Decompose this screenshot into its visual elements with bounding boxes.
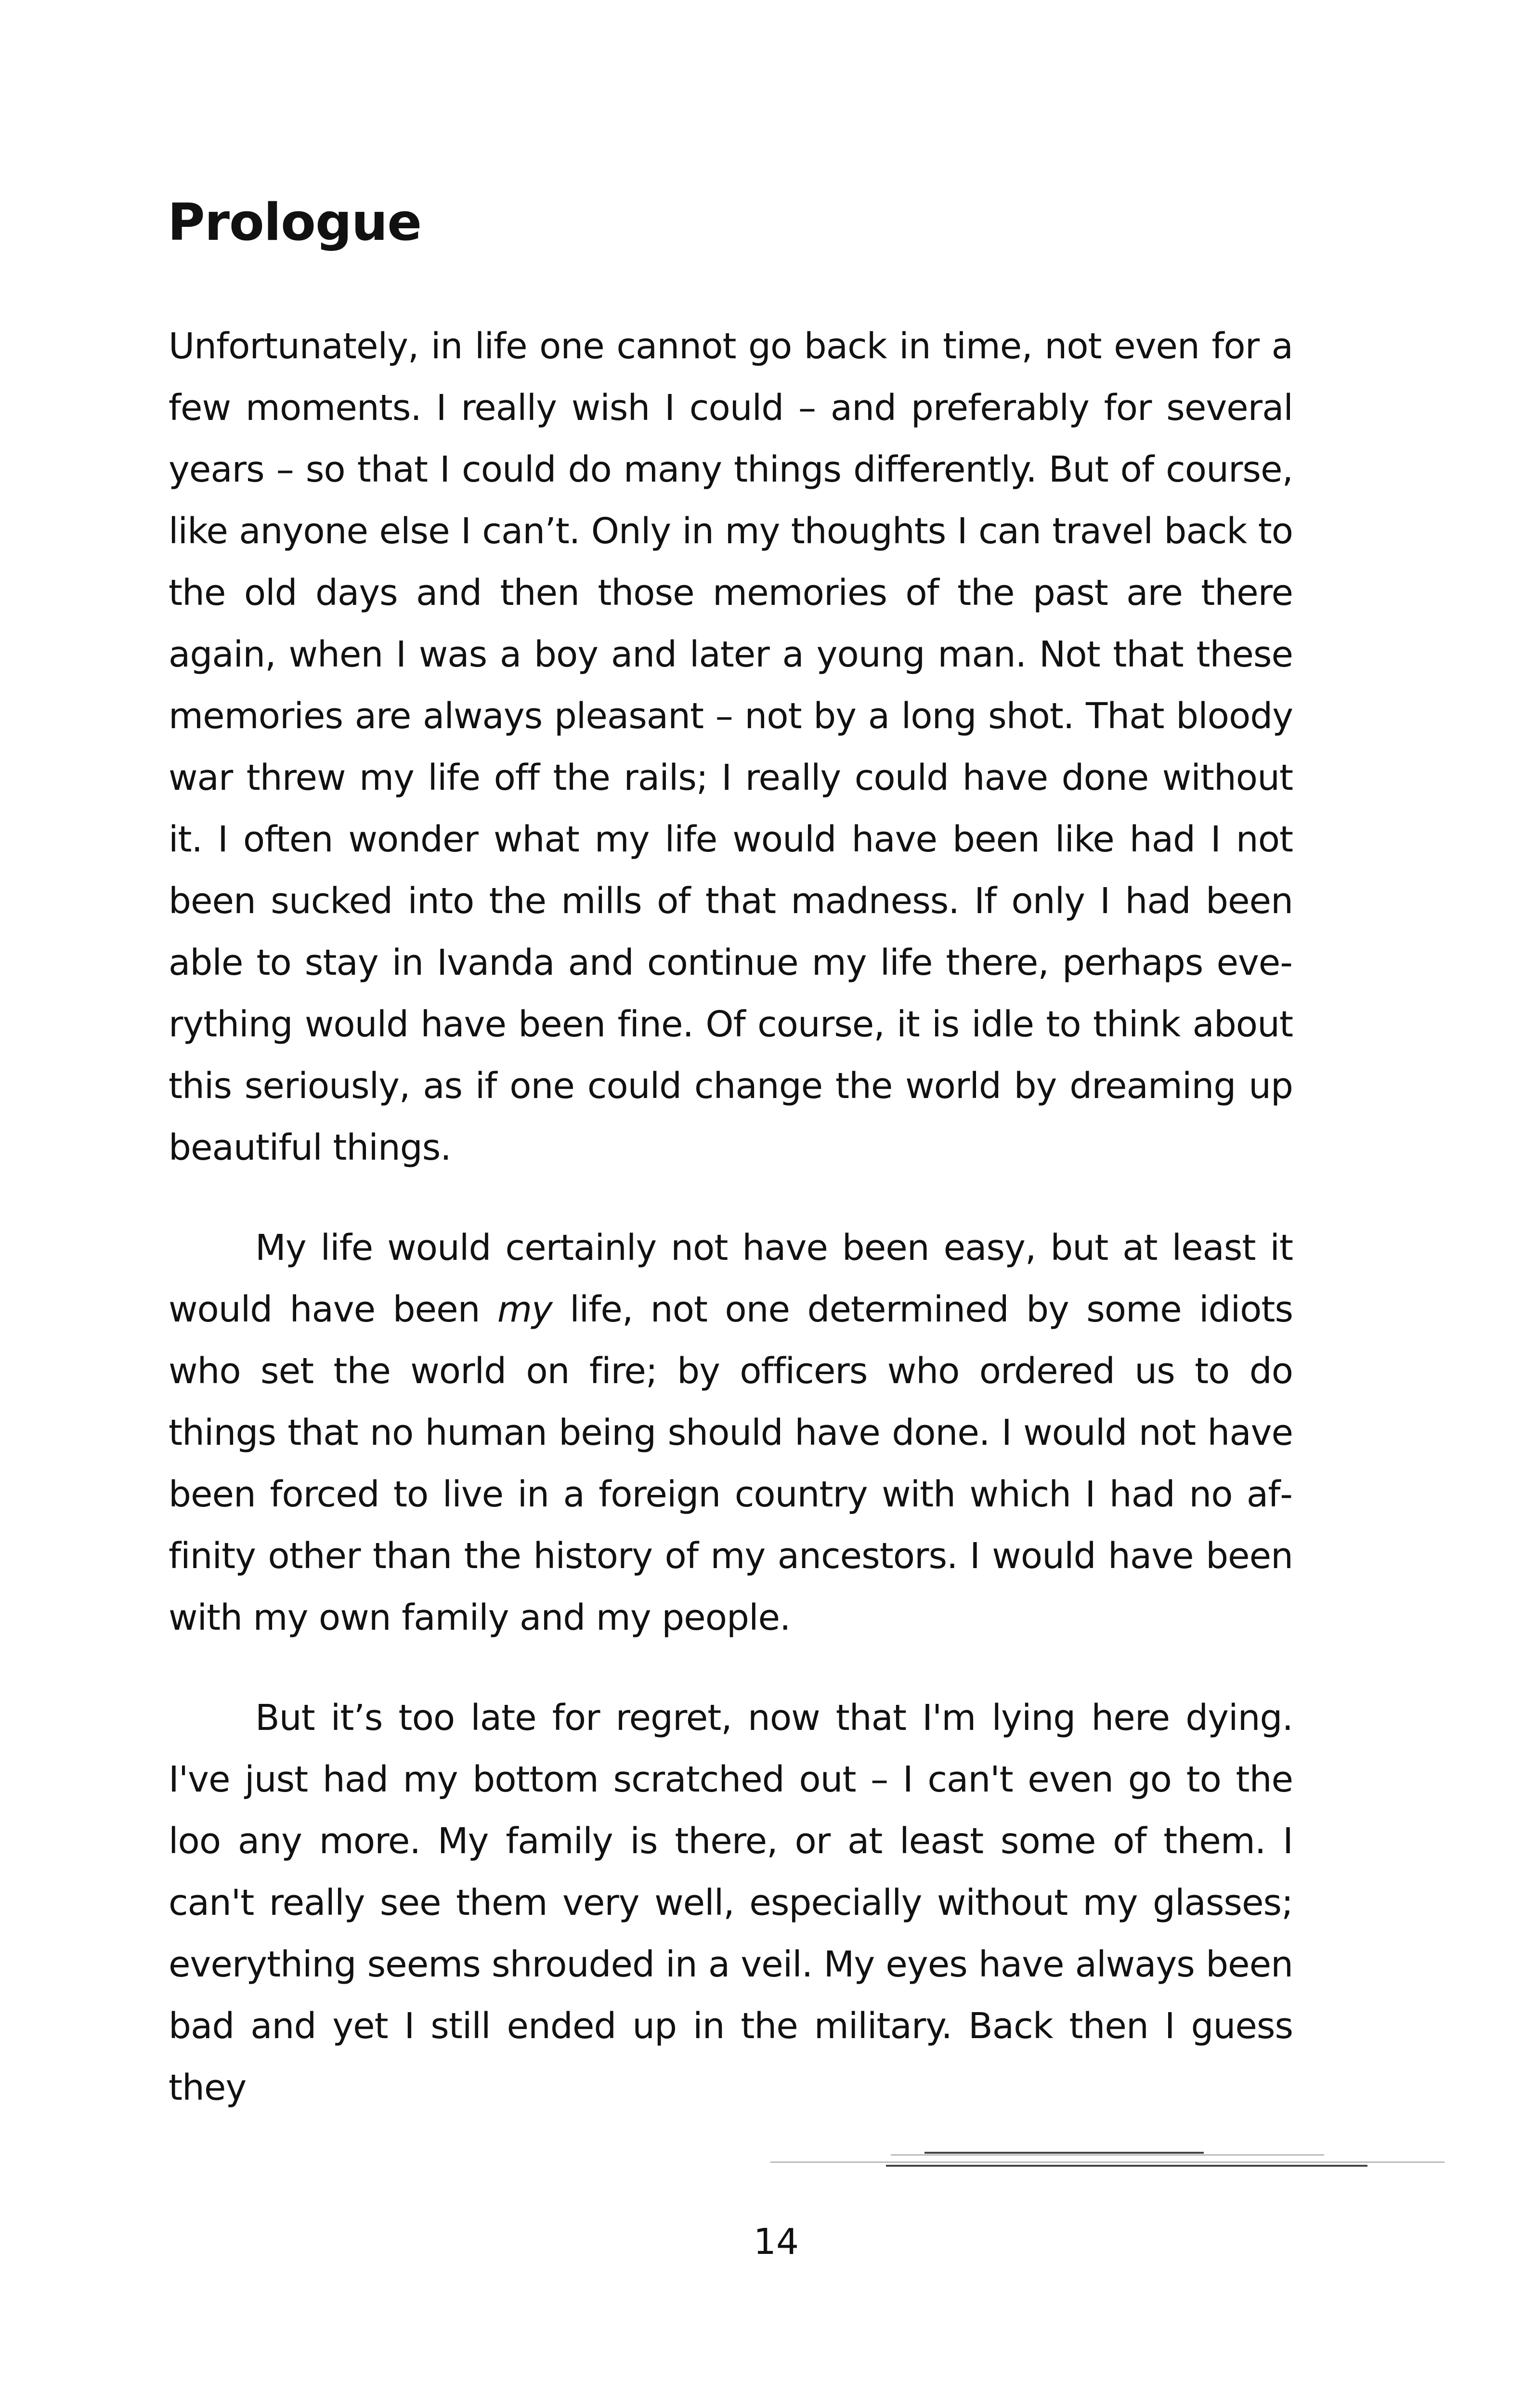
paragraph-3: But it’s too late for regret, now that I'm lying here dying. I've just had my bottom scratched out – I can't even go to the loo any more. My family is there, or at least some of them. I can't really see them very well, especially without my glasses; everything seems shrouded in a veil. My eyes have always been bad and yet I still ended up in the military. Back then I guess they [169,1697,1293,2108]
page-number: 14 [753,2221,799,2263]
paragraph-2 [169,1217,1293,1649]
footer-rule-middle [924,2152,1204,2154]
body-text [169,315,1293,2119]
footer-rule-top [891,2154,1324,2156]
paragraph-2-start: My life would certainly not have been easy, but at least it would have been [169,1227,1293,1330]
emphasized-word: my [497,1289,552,1330]
paragraph-1: Unfortunately, in life one cannot go back in time, not even for a few moments. I really wish I could – and preferably for several years – so that I could do many things differently. But of course, like anyone else I can’t. Only in my thoughts I can travel back to the old days and then those memories of the past are there again, when I was a boy and later a young man. Not that these memories are always pleasant – not by a long shot. That bloody war threw my life off the rails; I really could have done without it. I often wonder what my life would have been like had I not been sucked into the mills of that madness. If only I had been able to stay in Ivanda and continue my life there, perhaps everything would have been fine. Of course, it is idle to think about this seriously, as if one could change the world by dreaming up beautiful things. [169,326,1293,1168]
footer-rule-left [770,2161,1445,2163]
paragraph-2-end: life, not one determined by some idiots who set the world on fire; by officers who ordered us to do things that no human being should have done. I would not have been forced to live in a foreign country with which I had no affinity other than the history of my ancestors. I would have been with my own family and my people. [169,1289,1293,1638]
footer-rule-bottom [886,2165,1367,2167]
chapter-title: Prologue [168,193,422,252]
